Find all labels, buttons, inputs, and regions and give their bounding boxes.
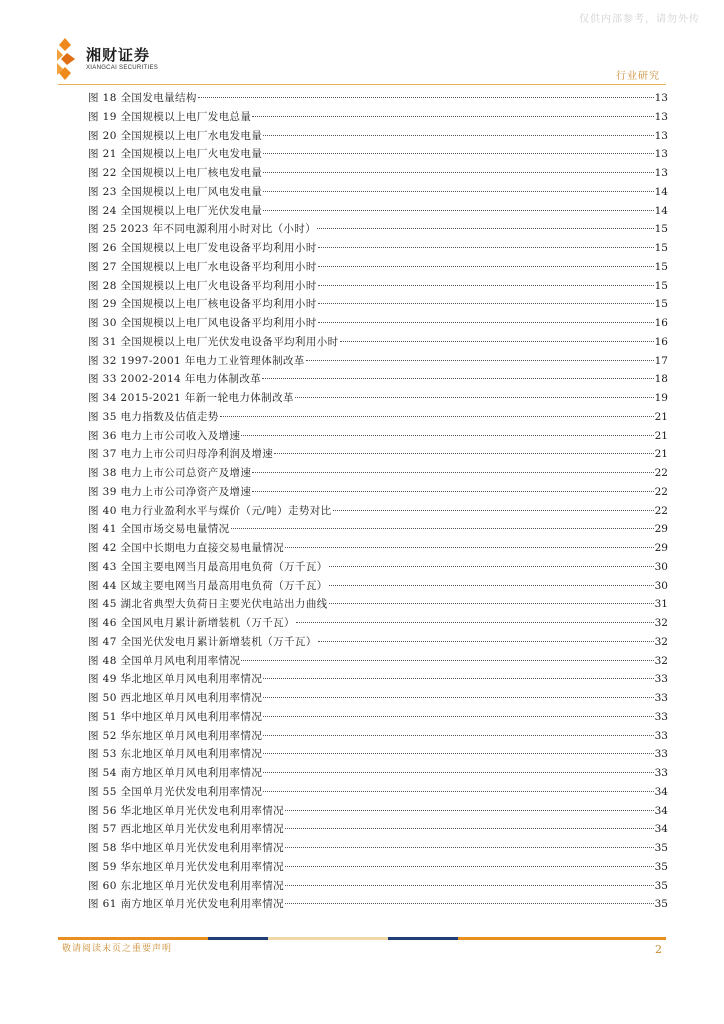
toc-entry-title: 图 59 华东地区单月光伏发电利用率情况 [88,860,285,873]
toc-entry[interactable] [88,164,668,183]
toc-entry-title: 图 53 东北地区单月风电利用率情况 [88,748,263,761]
toc-dot-leader [241,434,653,436]
toc-entry-title: 图 48 全国单月风电利用率情况 [88,654,241,667]
footer-band-segment [458,937,666,940]
toc-dot-leader [252,471,653,473]
toc-entry-page: 13 [654,129,668,142]
toc-entry-page: 32 [654,635,668,648]
toc-entry-page: 30 [654,560,668,573]
toc-entry[interactable] [88,389,668,408]
toc-entry-page: 31 [654,598,668,611]
toc-dot-leader [318,246,654,248]
toc-entry-page: 33 [654,673,668,686]
toc-entry-title: 图 42 全国中长期电力直接交易电量情况 [88,542,285,554]
toc-entry-title: 图 47 全国光伏发电月累计新增装机（万千瓦） [88,635,317,648]
company-logo [54,38,158,80]
toc-entry-page: 33 [654,729,668,742]
toc-entry[interactable] [88,333,668,352]
footer-color-band [58,937,666,940]
toc-entry[interactable] [88,220,668,239]
toc-dot-leader [220,415,654,417]
toc-entry[interactable] [88,839,668,858]
toc-entry-title: 图 18 全国发电量结构 [88,92,197,104]
toc-dot-leader [263,696,653,698]
toc-entry-page: 29 [654,542,668,554]
toc-entry[interactable] [88,558,668,577]
toc-entry-page: 32 [654,617,668,629]
toc-dot-leader [285,827,654,829]
figure-table-of-contents [88,89,668,914]
toc-entry-title: 图 56 华北地区单月光伏发电利用率情况 [88,804,285,817]
toc-entry-page: 14 [654,204,668,217]
toc-entry-title: 图 46 全国风电月累计新增装机（万千瓦） [88,617,295,629]
toc-entry[interactable] [88,633,668,652]
toc-entry[interactable] [88,445,668,464]
toc-entry-page: 21 [654,410,668,423]
toc-entry-title: 图 49 华北地区单月风电利用率情况 [88,673,263,686]
footer-band-segment [268,937,388,940]
section-label: 行业研究 [616,71,660,82]
toc-dot-leader [295,396,654,398]
toc-entry-page: 16 [654,317,668,329]
toc-entry[interactable] [88,108,668,127]
toc-entry-title: 图 21 全国规模以上电厂火电发电量 [88,148,263,161]
toc-dot-leader [329,565,654,567]
toc-entry[interactable] [88,895,668,914]
toc-dot-leader [262,377,653,379]
toc-entry-page: 21 [654,448,668,461]
toc-entry-page: 14 [654,185,668,198]
toc-entry-title: 图 34 2015-2021 年新一轮电力体制改革 [88,392,294,404]
toc-dot-leader [285,902,654,904]
toc-entry-page: 18 [654,373,668,386]
toc-entry-title: 图 28 全国规模以上电厂火电设备平均利用小时 [88,279,317,292]
toc-dot-leader [263,771,653,773]
toc-entry[interactable] [88,520,668,539]
footer-band-segment [388,937,458,940]
toc-dot-leader [252,115,653,117]
toc-dot-leader [263,677,653,679]
toc-entry[interactable] [88,614,668,633]
toc-entry-title: 图 45 湖北省典型大负荷日主要光伏电站出力曲线 [88,598,328,611]
toc-entry-page: 15 [654,298,668,311]
toc-dot-leader [285,865,654,867]
toc-entry[interactable] [88,858,668,877]
toc-dot-leader [263,171,653,173]
toc-entry-page: 19 [654,392,668,404]
toc-entry-page: 35 [654,879,668,892]
toc-entry[interactable] [88,352,668,371]
footer-band-segment [208,937,268,940]
toc-entry-page: 35 [654,860,668,873]
toc-dot-leader [231,527,654,529]
toc-dot-leader [318,640,654,642]
toc-entry[interactable] [88,370,668,389]
toc-entry-title: 图 54 南方地区单月风电利用率情况 [88,767,263,779]
toc-entry[interactable] [88,877,668,896]
toc-entry[interactable] [88,670,668,689]
toc-entry-title: 图 40 电力行业盈利水平与煤价（元/吨）走势对比 [88,504,332,517]
toc-entry-page: 35 [654,898,668,911]
toc-entry-page: 13 [654,92,668,104]
page-number: 2 [655,943,662,956]
toc-entry-page: 15 [654,279,668,292]
toc-entry-page: 15 [654,260,668,273]
toc-dot-leader [274,452,653,454]
toc-entry[interactable] [88,539,668,558]
toc-dot-leader [296,621,654,623]
toc-entry-title: 图 26 全国规模以上电厂发电设备平均利用小时 [88,242,317,254]
toc-entry-page: 32 [654,654,668,667]
toc-entry-page: 33 [654,748,668,761]
toc-entry-page: 30 [654,579,668,592]
toc-entry-title: 图 23 全国规模以上电厂风电发电量 [88,185,263,198]
toc-entry-title: 图 57 西北地区单月光伏发电利用率情况 [88,823,285,836]
toc-entry[interactable] [88,464,668,483]
toc-entry-page: 22 [654,504,668,517]
toc-entry[interactable] [88,577,668,596]
toc-dot-leader [263,715,653,717]
toc-entry[interactable] [88,202,668,221]
toc-entry-page: 33 [654,692,668,704]
toc-entry-title: 图 22 全国规模以上电厂核电发电量 [88,167,263,179]
toc-entry[interactable] [88,745,668,764]
toc-entry-page: 29 [654,523,668,536]
toc-entry-title: 图 61 南方地区单月光伏发电利用率情况 [88,898,285,911]
toc-entry-title: 图 24 全国规模以上电厂光伏发电量 [88,204,263,217]
toc-entry-title: 图 32 1997-2001 年电力工业管理体制改革 [88,354,305,367]
toc-entry-page: 34 [654,785,668,798]
toc-entry-title: 图 50 西北地区单月风电利用率情况 [88,692,263,704]
toc-entry[interactable] [88,820,668,839]
toc-dot-leader [263,190,653,192]
toc-dot-leader [306,359,654,361]
toc-entry[interactable] [88,89,668,108]
toc-dot-leader [241,659,653,661]
toc-entry[interactable] [88,258,668,277]
logo-mark-icon [54,38,80,80]
toc-entry-title: 图 19 全国规模以上电厂发电总量 [88,110,252,123]
toc-entry-page: 22 [654,467,668,479]
toc-entry-title: 图 35 电力指数及估值走势 [88,410,219,423]
toc-entry-title: 图 51 华中地区单月风电利用率情况 [88,710,263,723]
confidential-watermark: 仅供内部参考，请勿外传 [579,14,700,25]
toc-entry-title: 图 30 全国规模以上电厂风电设备平均利用小时 [88,317,317,329]
toc-entry-page: 33 [654,710,668,723]
toc-entry-title: 图 29 全国规模以上电厂核电设备平均利用小时 [88,298,317,311]
toc-entry[interactable] [88,708,668,727]
toc-entry[interactable] [88,408,668,427]
toc-dot-leader [198,96,654,98]
toc-entry[interactable] [88,277,668,296]
toc-entry-title: 图 33 2002-2014 年电力体制改革 [88,373,262,386]
toc-entry-title: 图 41 全国市场交易电量情况 [88,523,230,536]
toc-dot-leader [285,884,654,886]
toc-entry[interactable] [88,689,668,708]
toc-entry-page: 34 [654,804,668,817]
toc-dot-leader [340,340,654,342]
toc-dot-leader [263,752,653,754]
toc-dot-leader [318,321,654,323]
toc-entry-title: 图 39 电力上市公司净资产及增速 [88,485,252,498]
footer-band-segment [58,937,208,940]
toc-dot-leader [317,227,654,229]
toc-entry-title: 图 43 全国主要电网当月最高用电负荷（万千瓦） [88,560,328,573]
toc-entry[interactable] [88,127,668,146]
toc-entry[interactable] [88,483,668,502]
toc-entry-page: 35 [654,842,668,854]
toc-entry-page: 17 [654,354,668,367]
toc-entry-title: 图 20 全国规模以上电厂水电发电量 [88,129,263,142]
toc-dot-leader [285,546,654,548]
toc-dot-leader [263,209,653,211]
toc-dot-leader [252,490,653,492]
toc-entry-page: 13 [654,167,668,179]
toc-entry-page: 16 [654,335,668,348]
toc-entry[interactable] [88,295,668,314]
toc-dot-leader [263,790,653,792]
toc-entry[interactable] [88,239,668,258]
toc-entry[interactable] [88,764,668,783]
toc-dot-leader [318,284,654,286]
toc-entry-title: 图 58 华中地区单月光伏发电利用率情况 [88,842,285,854]
toc-entry-title: 图 55 全国单月光伏发电利用率情况 [88,785,263,798]
logo-name-en: XIANGCAI SECURITIES [86,64,159,71]
toc-dot-leader [263,152,653,154]
toc-entry[interactable] [88,502,668,521]
toc-dot-leader [263,134,653,136]
logo-name-cn: 湘财证券 [86,45,151,64]
toc-entry-page: 34 [654,823,668,836]
toc-dot-leader [318,265,654,267]
toc-entry-title: 图 31 全国规模以上电厂光伏发电设备平均利用小时 [88,335,339,348]
toc-dot-leader [329,602,654,604]
toc-dot-leader [329,584,654,586]
toc-dot-leader [333,509,654,511]
toc-entry-title: 图 25 2023 年不同电源利用小时对比（小时） [88,223,317,236]
toc-entry-page: 13 [654,110,668,123]
toc-entry-title: 图 44 区域主要电网当月最高用电负荷（万千瓦） [88,579,328,592]
toc-entry[interactable] [88,145,668,164]
toc-entry-title: 图 27 全国规模以上电厂水电设备平均利用小时 [88,260,317,273]
toc-entry[interactable] [88,183,668,202]
toc-entry[interactable] [88,595,668,614]
toc-entry-page: 21 [654,429,668,442]
toc-entry-page: 33 [654,767,668,779]
toc-entry[interactable] [88,314,668,333]
toc-entry-title: 图 37 电力上市公司归母净利润及增速 [88,448,274,461]
toc-dot-leader [263,734,653,736]
toc-entry[interactable] [88,783,668,802]
toc-dot-leader [285,809,654,811]
toc-dot-leader [318,302,654,304]
header-divider [58,84,666,85]
toc-entry-page: 15 [654,223,668,236]
toc-entry[interactable] [88,652,668,671]
toc-dot-leader [285,846,654,848]
toc-entry-title: 图 36 电力上市公司收入及增速 [88,429,241,442]
disclaimer-note: 敬请阅读末页之重要声明 [62,944,173,954]
toc-entry-page: 13 [654,148,668,161]
toc-entry-title: 图 52 华东地区单月风电利用率情况 [88,729,263,742]
toc-entry-page: 22 [654,485,668,498]
toc-entry[interactable] [88,427,668,446]
toc-entry[interactable] [88,727,668,746]
toc-entry-page: 15 [654,242,668,254]
toc-entry-title: 图 38 电力上市公司总资产及增速 [88,467,252,479]
toc-entry[interactable] [88,802,668,821]
toc-entry-title: 图 60 东北地区单月光伏发电利用率情况 [88,879,285,892]
